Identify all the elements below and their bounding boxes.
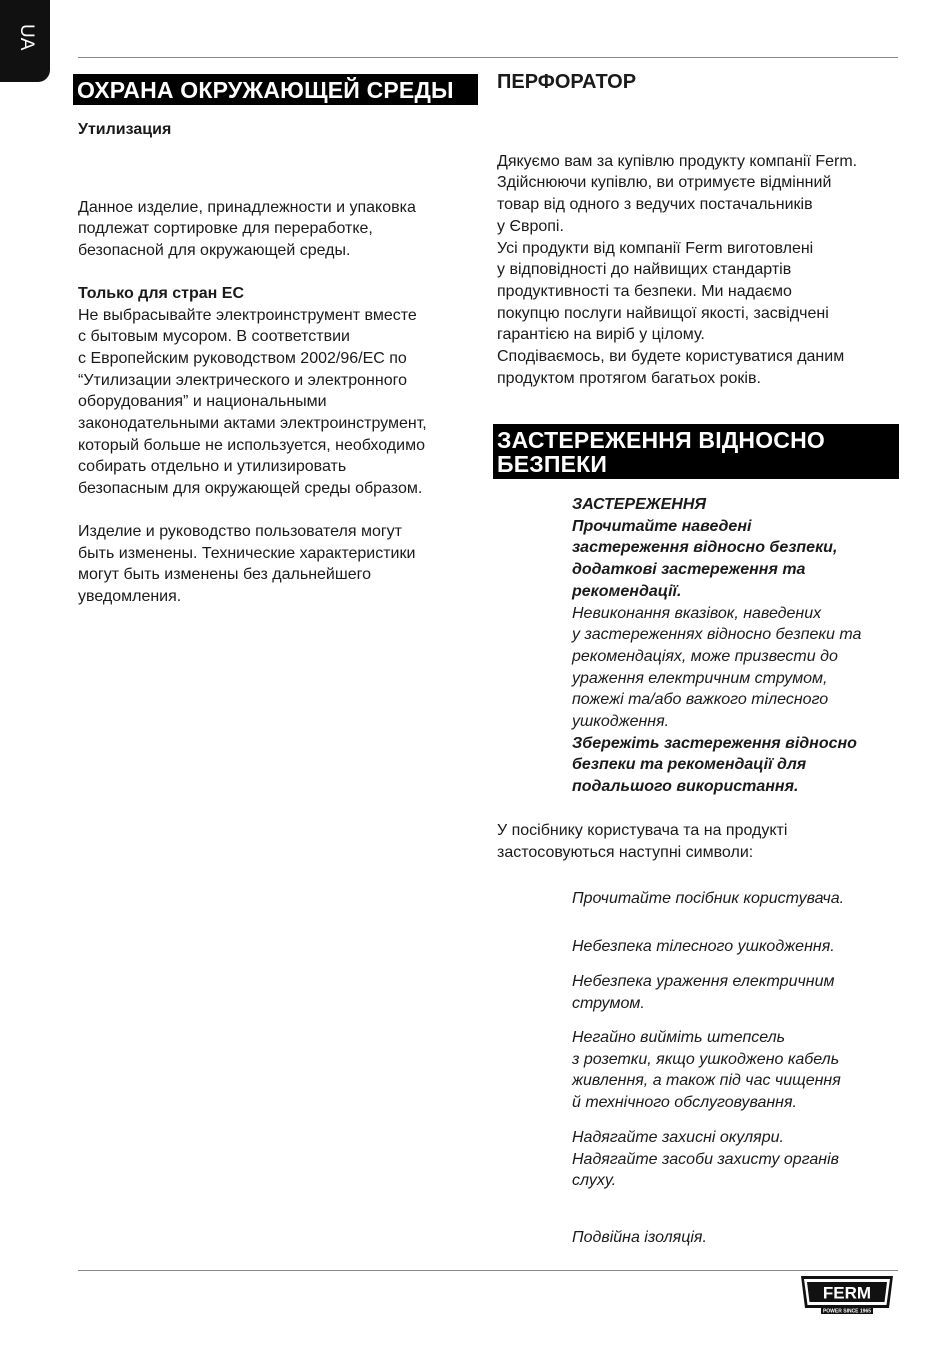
right-column bbox=[497, 72, 907, 389]
symbol-protection-gear bbox=[572, 1127, 902, 1192]
safety-heading: ЗАСТЕРЕЖЕННЯ ВІДНОСНО БЕЗПЕКИ bbox=[493, 424, 899, 479]
language-tab bbox=[0, 0, 50, 82]
changes-notice: Изделие и руководство пользователя могут быть изменены. Технические характеристики могут быть изменены без дальнейшего уведомления. bbox=[78, 522, 416, 605]
left-column bbox=[73, 74, 478, 105]
language-tab-label: UA bbox=[16, 24, 37, 51]
safety-heading-block bbox=[493, 424, 899, 479]
symbol-text: Прочитайте посібник користувача. bbox=[572, 890, 845, 907]
disposal-paragraph: Данное изделие, принадлежности и упаковка подлежат сортировке для переработке, безопасной для окружающей среды. bbox=[78, 198, 416, 260]
warning-title: ЗАСТЕРЕЖЕННЯ bbox=[572, 496, 707, 513]
symbol-electric-shock bbox=[572, 971, 902, 1014]
top-rule bbox=[78, 57, 898, 58]
symbol-text: Небезпека тілесного ушкодження. bbox=[572, 938, 835, 955]
product-heading: ПЕРФОРАТОР bbox=[497, 71, 637, 93]
warning-read-instructions: Прочитайте наведені застереження відносно безпеки, додаткові застереження та рекомендації. bbox=[572, 517, 838, 600]
symbol-read-manual bbox=[572, 888, 902, 910]
symbols-intro: У посібнику користувача та на продукті застосовуються наступні символи: bbox=[497, 822, 788, 861]
eu-only-title: Только для стран ЕС bbox=[78, 284, 244, 302]
symbol-text: Небезпека ураження електричним струмом. bbox=[572, 973, 835, 1012]
intro-paragraph: Дякуємо вам за купівлю продукту компанії Ferm. Здійснюючи купівлю, ви отримуєте відмінний товар від одного з ведучих постачальників у Європі. Усі продукти від компанії Ferm виготовлені у відповідності до найвищих стандартів продуктивності та безпеки. Ми надаємо покупцю послуги найвищої якості, засвідчені гарантією на виріб у цілому. Сподіваємось, ви будете користуватися даним продуктом протягом багатьох років. bbox=[497, 152, 858, 387]
disposal-subheading: Утилизация bbox=[78, 121, 172, 138]
symbol-injury-risk bbox=[572, 936, 902, 958]
symbols-intro-block bbox=[497, 820, 897, 863]
ferm-logo bbox=[798, 1274, 896, 1315]
symbol-text: Надягайте захисні окуляри. Надягайте засоби захисту органів слуху. bbox=[572, 1129, 840, 1190]
symbol-double-insulation bbox=[572, 1227, 902, 1249]
bottom-rule bbox=[78, 1270, 898, 1271]
logo-tagline: POWER SINCE 1965 bbox=[822, 1308, 872, 1315]
eu-only-text: Не выбрасывайте электроинструмент вместе с бытовым мусором. В соответствии с Европейским руководством 2002/96/ЕС по “Утилизации электрического и электронного оборудования” и национальными законодательными актами электроинструмент, который больше не используется, необходимо собирать отдельно и утилизировать безопасным для окружающей среды образом. bbox=[78, 306, 427, 498]
symbol-text: Подвійна ізоляція. bbox=[572, 1229, 707, 1246]
symbol-text: Негайно вийміть штепсель з розетки, якщо ушкоджено кабель живлення, а також під час чищення й технічного обслуговування. bbox=[572, 1029, 841, 1112]
symbol-unplug bbox=[572, 1027, 902, 1114]
warning-consequences: Невиконання вказівок, наведених у застереженнях відносно безпеки та рекомендаціях, може призвести до ураження електричним струмом, пожежі та/або важкого тілесного ушкодження. bbox=[572, 604, 862, 731]
warning-block bbox=[572, 494, 902, 798]
warning-keep-instructions: Збережіть застереження відносно безпеки та рекомендації для подальшого використання. bbox=[572, 734, 857, 796]
left-text bbox=[78, 119, 478, 608]
logo-brand: FERM bbox=[822, 1283, 872, 1303]
environment-heading: ОХРАНА ОКРУЖАЮЩЕЙ СРЕДЫ bbox=[73, 74, 478, 105]
